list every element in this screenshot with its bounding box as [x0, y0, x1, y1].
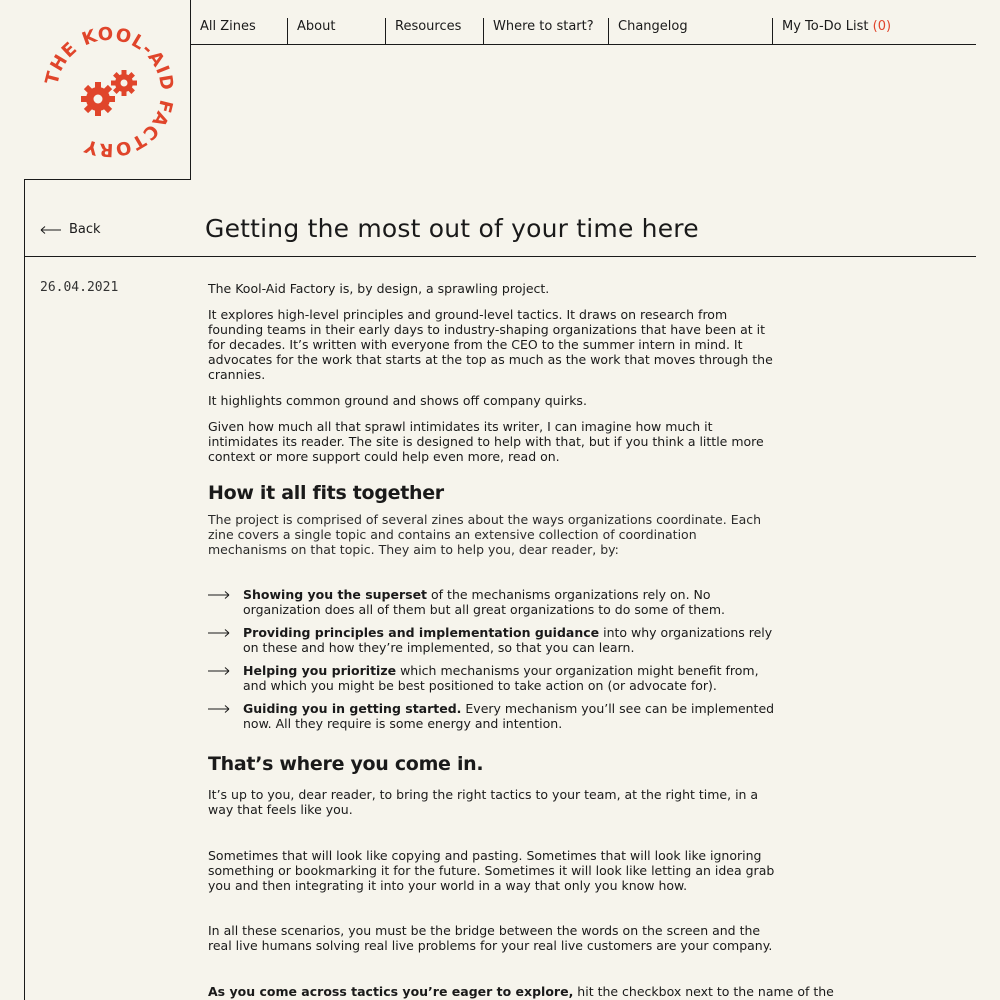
list-item-emphasis: Helping you prioritize [243, 663, 397, 678]
publish-date: 26.04.2021 [40, 280, 119, 295]
nav-resources[interactable]: Resources [385, 18, 483, 44]
nav-about[interactable]: About [287, 18, 385, 44]
section-heading: How it all fits together [208, 482, 444, 504]
list-item-emphasis: Providing principles and implementation guidance [243, 625, 600, 640]
section-paragraph [208, 984, 834, 999]
nav-where-to-start[interactable]: Where to start? [483, 18, 608, 44]
list-item-text: Every mechanism you’ll see can be implemented now. All they require is some energy and intention. [243, 701, 775, 731]
arrow-right-icon [208, 587, 243, 617]
list-item [208, 663, 778, 693]
paragraph-emphasis: As you come across tactics you’re eager to explore, [208, 984, 574, 999]
article-body [208, 281, 778, 739]
nav-changelog[interactable]: Changelog [608, 18, 772, 44]
logo-text: THE KOOL-AID FACTORY [41, 23, 178, 161]
section-paragraph: It’s up to you, dear reader, to bring the right tactics to your team, at the right time, in a way that feels like you. [208, 787, 759, 817]
gear-icon [111, 70, 137, 96]
arrow-right-icon [208, 701, 243, 731]
list-item-emphasis: Guiding you in getting started. [243, 701, 462, 716]
intro-paragraph: It explores high-level principles and ground-level tactics. It draws on research from founding teams in their early days to industry-shaping organizations that have been at it for decades. It’s written with everyone from the CEO to the summer intern in mind. It advocates for the work that starts at the top as much as the work that moves through the crannies. [208, 307, 773, 382]
nav-all-zines[interactable]: All Zines [190, 18, 288, 44]
benefits-list [208, 587, 778, 731]
page-title: Getting the most out of your time here [205, 214, 699, 243]
list-item-emphasis: Showing you the superset [243, 587, 428, 602]
arrow-left-icon [40, 226, 61, 234]
todo-label: My To-Do List [782, 19, 869, 34]
intro-paragraph: Given how much all that sprawl intimidates its writer, I can imagine how much it intimidates its reader. The site is designed to help with that, but if you think a little more context or more support could help even more, read on. [208, 419, 764, 464]
arrow-right-icon [208, 625, 243, 655]
back-label: Back [69, 222, 101, 237]
section-paragraph: Sometimes that will look like copying and pasting. Sometimes that will look like ignoring something or bookmarking it for the future. Sometimes it will look like letting an idea grab you and then integrating it into your world in a way that only you know how. [208, 848, 775, 893]
list-item [208, 701, 778, 731]
todo-count: (0) [872, 19, 892, 34]
title-divider [24, 256, 976, 257]
arrow-right-icon [208, 663, 243, 693]
list-item-text: which mechanisms your organization might benefit from, and which you might be best positioned to take action on (or advocate for). [243, 663, 759, 693]
back-link[interactable] [40, 222, 101, 237]
nav-todo-list[interactable] [772, 18, 976, 44]
top-nav [190, 18, 976, 45]
gear-icon [81, 82, 115, 116]
section-paragraph: In all these scenarios, you must be the bridge between the words on the screen and the real live humans solving real live problems for your real live customers are your company. [208, 923, 773, 953]
frame-border [24, 180, 25, 1000]
logo-box [24, 0, 191, 180]
svg-text:THE KOOL-AID FACTORY [41, 24, 177, 161]
list-item [208, 625, 778, 655]
list-item [208, 587, 778, 617]
kool-aid-factory-logo[interactable] [34, 17, 184, 167]
list-item-text: into why organizations rely on these and how they’re implemented, so that you can learn. [243, 625, 773, 655]
section-heading: That’s where you come in. [208, 753, 484, 775]
intro-paragraph: The Kool-Aid Factory is, by design, a sprawling project. [208, 281, 550, 296]
section-paragraph: The project is comprised of several zines about the ways organizations coordinate. Each zine covers a single topic and contains an extensive collection of coordination mechanisms on that topic. They aim to help you, dear reader, by: [208, 512, 762, 557]
intro-paragraph: It highlights common ground and shows off company quirks. [208, 393, 587, 408]
list-item-text: of the mechanisms organizations rely on. No organization does all of them but all great organizations to do some of them. [243, 587, 726, 617]
paragraph-text: hit the checkbox next to the name of the [573, 984, 834, 999]
